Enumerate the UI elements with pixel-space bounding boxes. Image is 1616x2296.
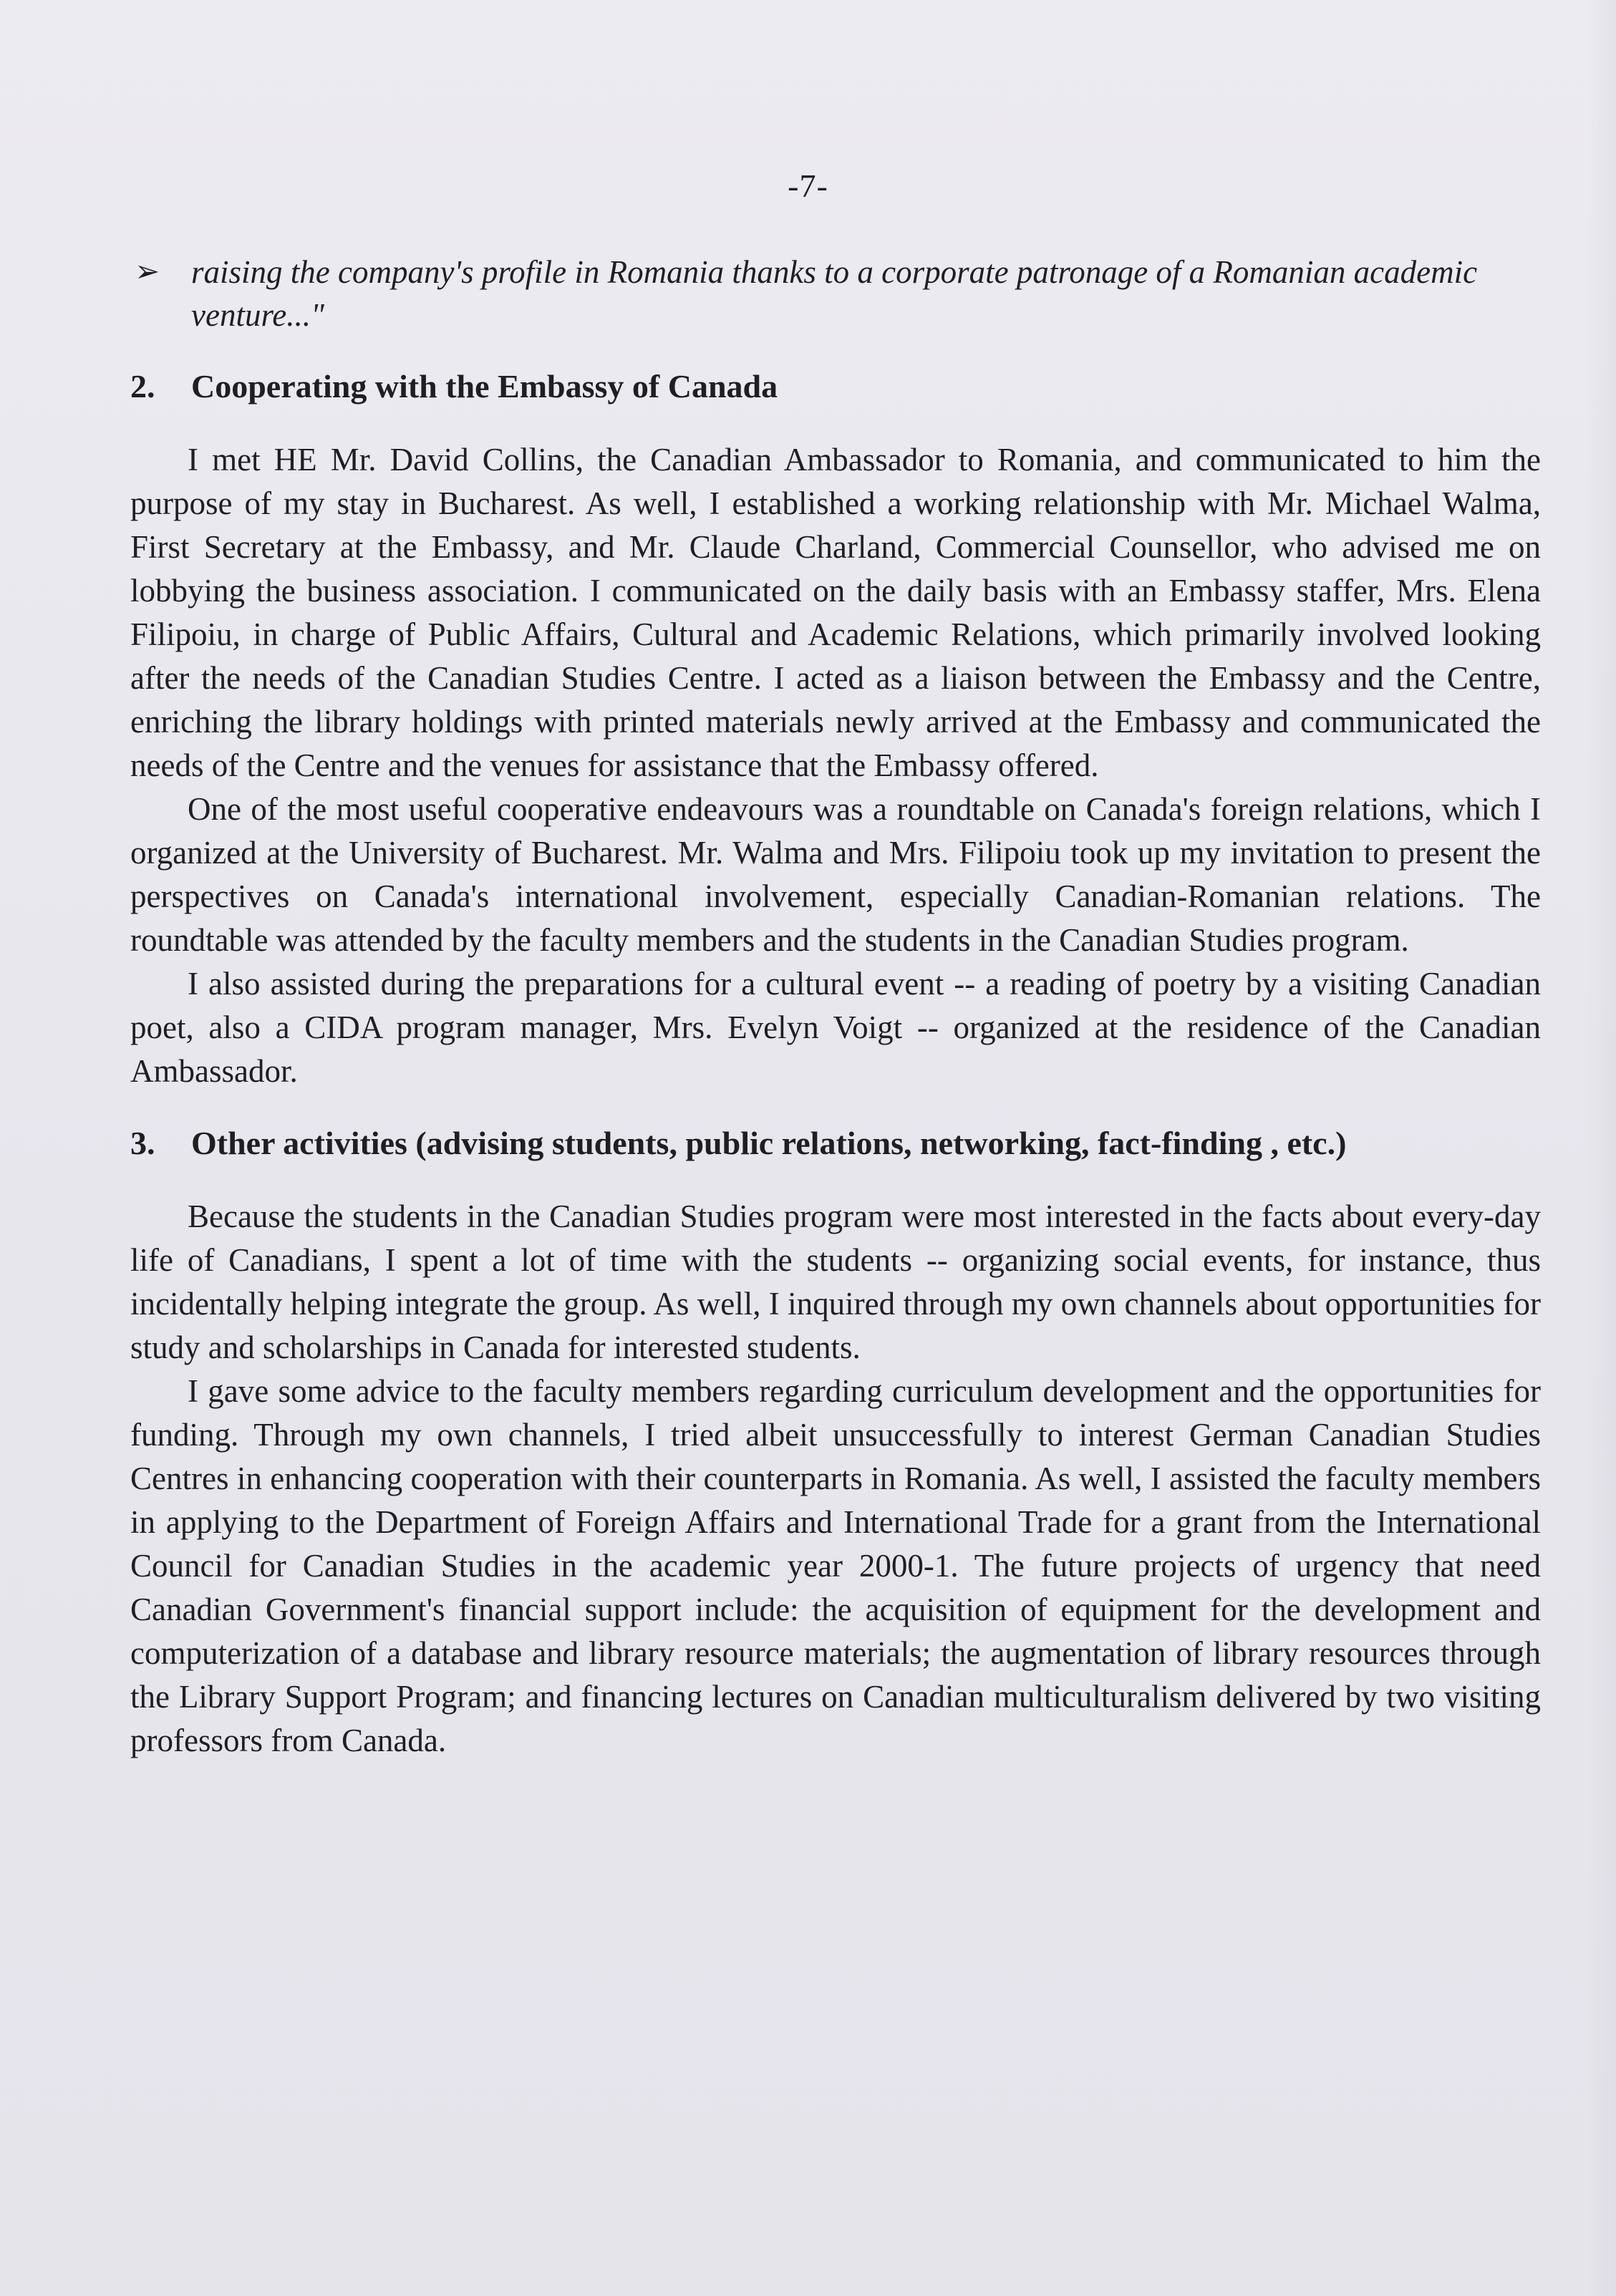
- paragraph: I gave some advice to the faculty members regarding curriculum development and the opportunities for funding. Through my own channels, I tried albeit unsuccessfully to interest German Canadian Studies Centres in enhancing cooperation with their counterparts in Romania. As well, I assisted the faculty members in applying to the Department of Foreign Affairs and International Trade for a grant from the International Council for Canadian Studies in the academic year 2000-1. The future projects of urgency that need Canadian Government's financial support include: the acquisition of equipment for the development and computerization of a database and library resource materials; the augmentation of library resources through the Library Support Program; and financing lectures on Canadian multiculturalism delivered by two visiting professors from Canada.: [130, 1373, 1541, 1758]
- arrow-bullet-icon: ➢: [135, 256, 160, 289]
- scan-edge-shadow: [1586, 0, 1616, 2296]
- paragraph: I met HE Mr. David Collins, the Canadian Ambassador to Romania, and communicated to him the purpose of my stay in Bucharest. As well, I established a working relationship with Mr. Michael Walma, First Secretary at the Embassy, and Mr. Claude Charland, Commercial Counsellor, who advised me on lobbying the business association. I communicated on the daily basis with an Embassy staffer, Mrs. Elena Filipoiu, in charge of Public Affairs, Cultural and Academic Relations, which primarily involved looking after the needs of the Canadian Studies Centre. I acted as a liaison between the Embassy and the Centre, enriching the library holdings with printed materials newly arrived at the Embassy and communicated the needs of the Centre and the venues for assistance that the Embassy offered.: [130, 442, 1541, 783]
- section-title: Other activities (advising students, public relations, networking, fact-finding , etc.): [191, 1125, 1347, 1161]
- section-title: Cooperating with the Embassy of Canada: [191, 368, 778, 405]
- section-heading: [130, 365, 1541, 408]
- quoted-bullet: [130, 251, 1541, 336]
- page-number: -7-: [788, 168, 828, 204]
- paragraph: I also assisted during the preparations for a cultural event -- a reading of poetry by a visiting Canadian poet, also a CIDA program manager, Mrs. Evelyn Voigt -- organized at the residence of the Canadian Ambassador.: [130, 966, 1541, 1089]
- document-body: [130, 251, 1541, 1763]
- section-other-activities: [130, 1122, 1541, 1763]
- paragraph: Because the students in the Canadian Studies program were most interested in the facts about every-day life of Canadians, I spent a lot of time with the students -- organizing social events, for instance, thus incidentally helping integrate the group. As well, I inquired through my own channels about opportunities for study and scholarships in Canada for interested students.: [130, 1198, 1541, 1365]
- section-number: 3.: [130, 1125, 155, 1161]
- section-heading: [130, 1122, 1541, 1165]
- section-embassy-cooperation: [130, 365, 1541, 1093]
- quoted-bullet-text: raising the company's profile in Romania thanks to a corporate patronage of a Romanian academic venture...": [191, 254, 1478, 333]
- paragraph: One of the most useful cooperative endeavours was a roundtable on Canada's foreign relations, which I organized at the University of Bucharest. Mr. Walma and Mrs. Filipoiu took up my invitation to present the perspectives on Canada's international involvement, especially Canadian-Romanian relations. The roundtable was attended by the faculty members and the students in the Canadian Studies program.: [130, 791, 1541, 958]
- section-number: 2.: [130, 368, 155, 405]
